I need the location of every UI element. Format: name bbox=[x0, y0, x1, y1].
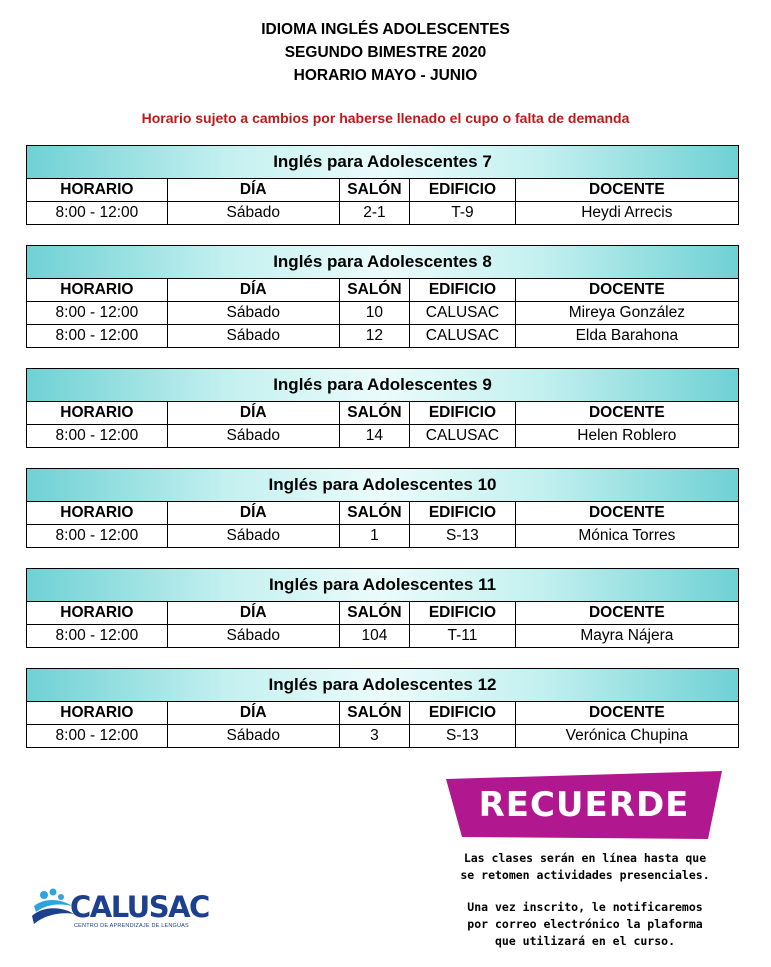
calusac-logo-subtitle: CENTRO DE APRENDIZAJE DE LENGUAS bbox=[74, 923, 189, 929]
course-title-row bbox=[27, 246, 739, 279]
column-header: SALÓN bbox=[339, 502, 409, 525]
column-header: DÍA bbox=[167, 602, 339, 625]
calusac-logo-text: CALUSAC bbox=[70, 890, 209, 924]
course-table bbox=[26, 368, 739, 448]
column-header: EDIFICIO bbox=[410, 179, 516, 202]
header-schedule: HORARIO MAYO - JUNIO bbox=[293, 67, 478, 84]
column-header: EDIFICIO bbox=[410, 702, 516, 725]
column-header: DOCENTE bbox=[515, 179, 738, 202]
online-classes-note bbox=[430, 850, 740, 884]
table-cell: Sábado bbox=[167, 725, 339, 748]
course-title-row bbox=[27, 669, 739, 702]
recuerde-label: RECUERDE bbox=[478, 785, 690, 825]
column-header: DOCENTE bbox=[515, 602, 738, 625]
table-cell: Sábado bbox=[167, 302, 339, 325]
course-title-row bbox=[27, 469, 739, 502]
course-title: Inglés para Adolescentes 11 bbox=[27, 569, 739, 602]
column-header: SALÓN bbox=[339, 402, 409, 425]
column-header: SALÓN bbox=[339, 179, 409, 202]
table-cell: T-11 bbox=[410, 625, 516, 648]
column-header: SALÓN bbox=[339, 602, 409, 625]
online-note-line-1: Las clases serán en línea hasta que bbox=[463, 851, 707, 865]
document-header bbox=[0, 18, 771, 87]
course-table bbox=[26, 468, 739, 548]
table-row bbox=[27, 725, 739, 748]
column-header: HORARIO bbox=[27, 179, 168, 202]
table-cell: 3 bbox=[339, 725, 409, 748]
platform-note-line-1: Una vez inscrito, le notificaremos bbox=[467, 900, 703, 914]
column-header: SALÓN bbox=[339, 279, 409, 302]
table-cell: Mayra Nájera bbox=[515, 625, 738, 648]
table-cell: CALUSAC bbox=[410, 325, 516, 348]
column-header-row bbox=[27, 702, 739, 725]
table-cell: T-9 bbox=[410, 202, 516, 225]
table-cell: 12 bbox=[339, 325, 409, 348]
table-cell: 1 bbox=[339, 525, 409, 548]
platform-note-line-2: por correo electrónico la plaforma bbox=[467, 917, 703, 931]
table-cell: Mireya González bbox=[515, 302, 738, 325]
column-header: EDIFICIO bbox=[410, 279, 516, 302]
table-row bbox=[27, 302, 739, 325]
column-header: EDIFICIO bbox=[410, 502, 516, 525]
course-title-row bbox=[27, 369, 739, 402]
column-header-row bbox=[27, 179, 739, 202]
table-cell: S-13 bbox=[410, 525, 516, 548]
column-header: DOCENTE bbox=[515, 502, 738, 525]
table-cell: CALUSAC bbox=[410, 302, 516, 325]
table-cell: 10 bbox=[339, 302, 409, 325]
column-header: EDIFICIO bbox=[410, 402, 516, 425]
calusac-logo bbox=[30, 886, 209, 936]
recuerde-banner bbox=[446, 771, 722, 839]
course-title: Inglés para Adolescentes 12 bbox=[27, 669, 739, 702]
column-header: DÍA bbox=[167, 279, 339, 302]
table-cell: CALUSAC bbox=[410, 425, 516, 448]
course-table bbox=[26, 145, 739, 225]
table-cell: 8:00 - 12:00 bbox=[27, 425, 168, 448]
table-cell: 8:00 - 12:00 bbox=[27, 202, 168, 225]
table-cell: Verónica Chupina bbox=[515, 725, 738, 748]
course-title: Inglés para Adolescentes 10 bbox=[27, 469, 739, 502]
column-header: HORARIO bbox=[27, 502, 168, 525]
column-header-row bbox=[27, 502, 739, 525]
column-header: DÍA bbox=[167, 402, 339, 425]
column-header-row bbox=[27, 602, 739, 625]
column-header: HORARIO bbox=[27, 702, 168, 725]
column-header: SALÓN bbox=[339, 702, 409, 725]
course-title-row bbox=[27, 146, 739, 179]
table-cell: Helen Roblero bbox=[515, 425, 738, 448]
column-header: HORARIO bbox=[27, 602, 168, 625]
course-table bbox=[26, 568, 739, 648]
course-table bbox=[26, 668, 739, 748]
table-cell: 8:00 - 12:00 bbox=[27, 525, 168, 548]
schedule-notice: Horario sujeto a cambios por haberse llenado el cupo o falta de demanda bbox=[141, 110, 630, 126]
table-cell: 14 bbox=[339, 425, 409, 448]
course-title: Inglés para Adolescentes 7 bbox=[27, 146, 739, 179]
course-title: Inglés para Adolescentes 8 bbox=[27, 246, 739, 279]
table-cell: 8:00 - 12:00 bbox=[27, 625, 168, 648]
column-header: EDIFICIO bbox=[410, 602, 516, 625]
platform-note bbox=[430, 899, 740, 950]
table-cell: Mónica Torres bbox=[515, 525, 738, 548]
table-cell: Sábado bbox=[167, 525, 339, 548]
table-cell: 8:00 - 12:00 bbox=[27, 725, 168, 748]
course-title: Inglés para Adolescentes 9 bbox=[27, 369, 739, 402]
table-cell: Sábado bbox=[167, 425, 339, 448]
column-header: HORARIO bbox=[27, 402, 168, 425]
column-header: DÍA bbox=[167, 502, 339, 525]
table-cell: Sábado bbox=[167, 325, 339, 348]
table-cell: Sábado bbox=[167, 625, 339, 648]
table-row bbox=[27, 325, 739, 348]
table-cell: 2-1 bbox=[339, 202, 409, 225]
platform-note-line-3: que utilizará en el curso. bbox=[494, 934, 675, 948]
header-title: IDIOMA INGLÉS ADOLESCENTES bbox=[261, 21, 510, 38]
table-row bbox=[27, 625, 739, 648]
column-header: DÍA bbox=[167, 179, 339, 202]
column-header: DOCENTE bbox=[515, 702, 738, 725]
column-header: HORARIO bbox=[27, 279, 168, 302]
column-header: DOCENTE bbox=[515, 279, 738, 302]
column-header-row bbox=[27, 279, 739, 302]
table-row bbox=[27, 202, 739, 225]
table-cell: Heydi Arrecis bbox=[515, 202, 738, 225]
table-cell: 8:00 - 12:00 bbox=[27, 302, 168, 325]
online-note-line-2: se retomen actividades presenciales. bbox=[460, 868, 710, 882]
table-cell: Sábado bbox=[167, 202, 339, 225]
table-row bbox=[27, 425, 739, 448]
column-header: DÍA bbox=[167, 702, 339, 725]
table-cell: S-13 bbox=[410, 725, 516, 748]
table-cell: 8:00 - 12:00 bbox=[27, 325, 168, 348]
course-table bbox=[26, 245, 739, 348]
table-row bbox=[27, 525, 739, 548]
table-cell: Elda Barahona bbox=[515, 325, 738, 348]
header-period: SEGUNDO BIMESTRE 2020 bbox=[284, 44, 487, 61]
table-cell: 104 bbox=[339, 625, 409, 648]
course-title-row bbox=[27, 569, 739, 602]
column-header: DOCENTE bbox=[515, 402, 738, 425]
column-header-row bbox=[27, 402, 739, 425]
